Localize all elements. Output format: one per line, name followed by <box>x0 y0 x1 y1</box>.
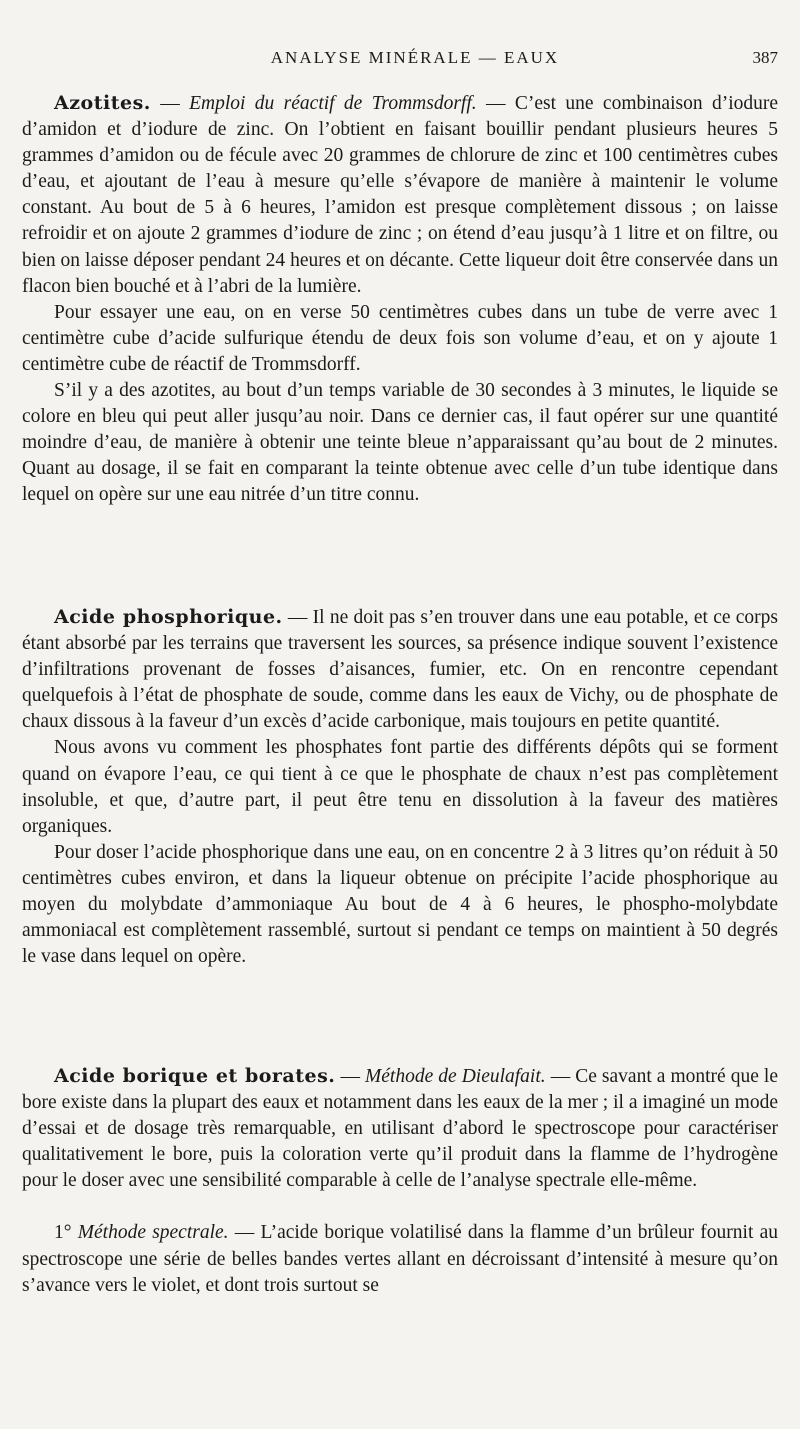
running-head <box>52 48 778 72</box>
paragraph-text: — Ce savant a montré que le bore existe dans la plupart des eaux et notamment dans les eaux de la mer ; il a imaginé un mode d’essai et de dosage très remarquable, en utilisant d’abord le spectroscope pour caractériser qualitativement le bore, puis la coloration verte qu’il produit dans la flamme de l’hydrogène pour le doser avec une sensibilité comparable à celle de l’analyse spectrale elle-même. <box>22 1066 778 1192</box>
method-name: Méthode spectrale. <box>77 1222 229 1244</box>
dash: — <box>150 93 190 114</box>
section-heading: Acide borique et borates. <box>54 1065 336 1087</box>
section-heading: Azotites. <box>54 92 151 114</box>
section-acide-borique <box>22 1063 778 1299</box>
method-name: Emploi du réactif de Trommsdorff. <box>189 93 477 114</box>
paragraph: S’il y a des azotites, au bout d’un temps variable de 30 secondes à 3 minutes, le liquide se colore en bleu qui peut aller jusqu’au noir. Dans ce dernier cas, il faut opérer sur une quantité moindre d’eau, de manière à obtenir une teinte bleue n’apparaissant qu’au bout de 2 minutes. Quant au dosage, il se fait en comparant la teinte obtenue avec celle d’un tube identique dans lequel on opère sur une eau nitrée d’un titre connu. <box>22 380 778 506</box>
dash: — <box>335 1066 365 1087</box>
section-acide-phosphorique <box>22 604 778 970</box>
running-title: ANALYSE MINÉRALE — EAUX <box>270 48 560 67</box>
paragraph: Pour essayer une eau, on en verse 50 centimètres cubes dans un tube de verre avec 1 centimètre cube d’acide sulfurique étendu de deux fois son volume d’eau, et on y ajoute 1 centimètre cube de réactif de Trommsdorff. <box>22 301 778 375</box>
list-number: 1° <box>54 1222 72 1244</box>
paragraph: Nous avons vu comment les phosphates font partie des différents dépôts qui se forment quand on évapore l’eau, ce qui tient à ce que le phosphate de chaux n’est pas complètement insoluble, et que, d’autre part, il peut être tenu en dissolution à la faveur des matières organiques. <box>22 737 778 837</box>
method-name: Méthode de Dieulafait. <box>365 1066 546 1087</box>
paragraph <box>22 90 778 300</box>
paragraph-text: — C’est une combinaison d’iodure d’amidon et d’iodure de zinc. On l’obtient en faisant bouillir pendant plusieurs heures 5 grammes d’amidon ou de fécule avec 20 grammes de chlorure de zinc et 100 centimètres cubes d’eau, et ajoutant de l’eau à mesure qu’elle s’évapore de manière à maintenir le volume constant. Au bout de 5 à 6 heures, l’amidon est presque complètement dissous ; on laisse refroidir et on ajoute 2 grammes d’iodure de zinc ; on étend d’eau jusqu’à 1 litre et on filtre, ou bien on laisse déposer pendant 24 heures et on décante. Cette liqueur doit être conservée dans un flacon bien bouché et à l’abri de la lumière. <box>22 93 779 297</box>
page-number: 387 <box>752 48 778 67</box>
paragraph <box>22 604 778 735</box>
section-heading: Acide phosphorique. <box>54 606 283 628</box>
section-azotites <box>22 90 778 509</box>
paragraph: Pour doser l’acide phosphorique dans une eau, on en concentre 2 à 3 litres qu’on réduit à 50 centimètres cubes environ, et dans la liqueur obtenue on précipite l’acide phosphorique au moyen du molybdate d’ammoniaque Au bout de 4 à 6 heures, le phospho-molybdate ammoniacal est complètement rassemblé, surtout si pendant ce temps on maintient à 50 degrés le vase dans lequel on opère. <box>22 841 778 968</box>
paragraph <box>22 1063 778 1194</box>
paragraph-text: — L’acide borique volatilisé dans la flamme d’un brûleur fournit au spectroscope une série de belles bandes vertes allant en décroissant d’intensité à mesure qu’on s’avance vers le violet, et dont trois surtout se <box>22 1222 778 1296</box>
paragraph-text: — Il ne doit pas s’en trouver dans une eau potable, et ce corps étant absorbé par les terrains que traversent les sources, sa présence indique souvent l’existence d’infiltrations provenant de fosses d’aisances, fumier, etc. On en rencontre cependant quelquefois à l’état de phosphate de soude, comme dans les eaux de Vichy, ou de phosphate de chaux dissous à la faveur d’un excès d’acide carbonique, mais toujours en petite quantité. <box>22 607 778 733</box>
paragraph <box>22 1220 778 1298</box>
